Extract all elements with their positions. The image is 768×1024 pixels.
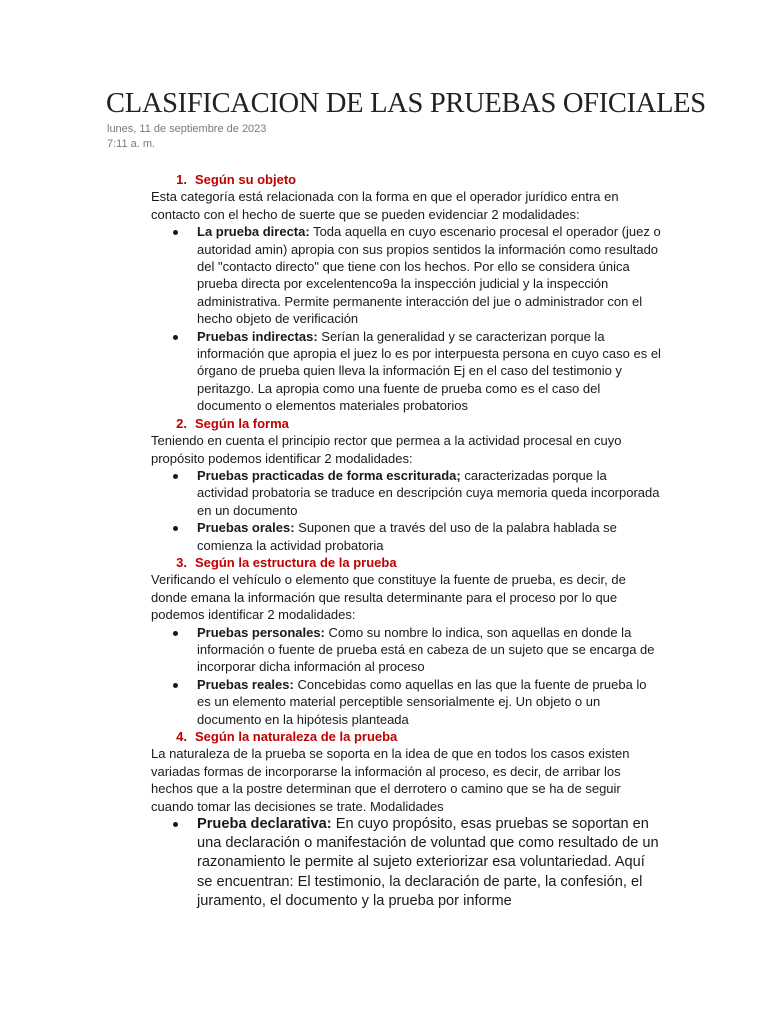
item-text: En cuyo propósito, esas pruebas se soportan en una declaración o manifestación de voluntad que como resultado de un razonamiento le permite al sujeto exteriorizar esa voluntariedad. Aquí se encuentran: El testimonio, la declaración de parte, la confesión, el juramento, el documento y la prueba por informe — [197, 816, 659, 909]
bullet-list — [151, 467, 661, 554]
item-text: Serían la generalidad y se caracterizan porque la información que apropia el juez lo es por interpuesta persona en cuyo caso es el órgano de prueba quien lleva la información Ej en el caso del testimonio y peritazgo. La apropia como una fuente de prueba como es el caso del documento o elementos materiales probatorios — [197, 328, 661, 414]
section-heading — [151, 728, 661, 745]
bullet-icon — [173, 526, 178, 531]
section-heading — [151, 554, 661, 571]
section-intro: Verificando el vehículo o elemento que constituye la fuente de prueba, es decir, de donde emana la información que resulta determinante para el proceso por lo que podemos identificar 2 modalidades: — [151, 572, 626, 623]
list-item — [151, 328, 661, 415]
item-text: Concebidas como aquellas en las que la fuente de prueba lo es un elemento material perceptible sensorialmente ej. Un objeto o un documento en la hipótesis planteada — [197, 676, 647, 727]
item-term: La prueba directa: — [197, 224, 310, 240]
bullet-icon — [173, 335, 178, 340]
note-time: 7:11 a. m. — [107, 138, 156, 150]
section-number: 1. — [176, 172, 187, 187]
item-term: Pruebas orales: — [197, 520, 295, 536]
list-item — [151, 676, 661, 728]
item-text: Toda aquella en cuyo escenario procesal el operador (juez o autoridad amin) apropia con sus propios sentidos la información como resultado del "contacto directo" que tiene con los hechos. Por ello se considera única prueba directa por excelentenco9a la inspección judicial y la inspección administrativa. Permite permanente interacción del jue o administrador con el hecho objeto de verificación — [197, 224, 661, 327]
item-term: Pruebas indirectas: — [197, 328, 318, 344]
item-term: Pruebas personales: — [197, 624, 325, 640]
item-term: Pruebas reales: — [197, 676, 294, 692]
bullet-icon — [173, 683, 178, 688]
list-item — [151, 519, 661, 554]
section-title: Según la forma — [195, 415, 289, 431]
item-term: Prueba declarativa: — [197, 816, 332, 833]
section-objeto — [151, 171, 661, 415]
note-body — [151, 170, 661, 911]
section-intro: La naturaleza de la prueba se soporta en la idea de que en todos los casos existen variadas formas de incorporarse la información al proceso, es decir, de arribar los hechos que a la postre determinan que el derrotero o camino que se ha de seguir cuando tomar las decisiones se trate. Modalidades — [151, 746, 630, 814]
bullet-list — [151, 223, 661, 414]
list-item — [151, 467, 661, 519]
item-text: Suponen que a través del uso de la palabra hablada se comienza la actividad probatoria — [197, 520, 617, 553]
section-intro: Esta categoría está relacionada con la forma en que el operador jurídico entra en contacto con el hecho de suerte que se pueden evidenciar 2 modalidades: — [151, 189, 619, 222]
section-heading — [151, 171, 661, 188]
section-naturaleza — [151, 728, 661, 911]
section-estructura — [151, 554, 661, 728]
item-text: Como su nombre lo indica, son aquellas en donde la información o fuente de prueba está en cabeza de un sujeto que se encarga de incorporar dicha información al proceso — [197, 624, 655, 675]
section-title: Según su objeto — [195, 172, 297, 187]
note-date: lunes, 11 de septiembre de 2023 — [107, 123, 267, 135]
bullet-list — [151, 815, 661, 911]
section-forma — [151, 415, 661, 554]
section-number: 3. — [176, 554, 187, 570]
list-item — [151, 815, 661, 911]
section-number: 4. — [176, 729, 187, 744]
list-item — [151, 624, 661, 676]
bullet-list — [151, 624, 661, 728]
section-number: 2. — [176, 415, 187, 431]
item-text: caracterizadas porque la actividad probatoria se traduce en descripción cuya memoria queda incorporada en un documento — [197, 467, 660, 518]
section-intro: Teniendo en cuenta el principio rector que permea a la actividad procesal en cuyo propósito podemos identificar 2 modalidades: — [151, 433, 622, 466]
item-term: Pruebas practicadas de forma escriturada; — [197, 467, 461, 483]
list-item — [151, 223, 661, 327]
section-title: Según la estructura de la prueba — [195, 554, 397, 570]
page-title: CLASIFICACION DE LAS PRUEBAS OFICIALES — [106, 88, 706, 119]
section-title: Según la naturaleza de la prueba — [195, 729, 398, 744]
bullet-icon — [173, 474, 178, 479]
section-heading — [151, 415, 661, 432]
bullet-icon — [173, 230, 178, 235]
bullet-icon — [173, 822, 178, 827]
bullet-icon — [173, 631, 178, 636]
